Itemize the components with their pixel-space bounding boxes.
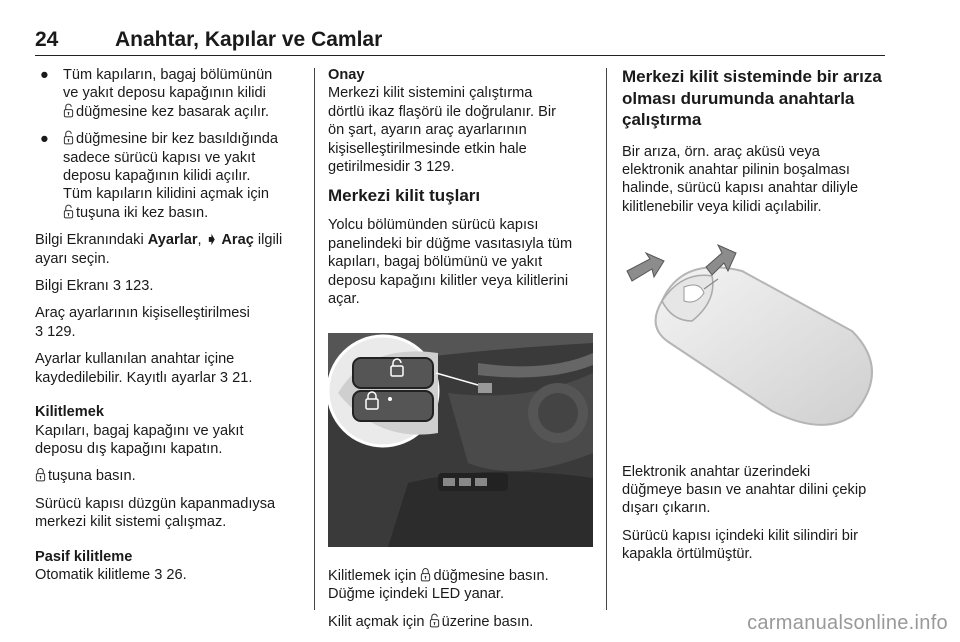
page-number: 24 xyxy=(35,28,59,51)
column-divider xyxy=(606,68,607,610)
key-illustration xyxy=(622,231,884,445)
column-2 xyxy=(328,66,593,640)
settings-paragraph: Bilgi Ekranındaki Ayarlar, ➧ Araç ilgili ayarı seçin. xyxy=(35,232,283,267)
column-3 xyxy=(622,66,890,573)
info-display-ref: Bilgi Ekranı 3 123. xyxy=(35,278,154,295)
section-heading: Kilitlemek xyxy=(35,404,104,421)
unlock-icon xyxy=(63,103,74,118)
page-header xyxy=(35,28,925,54)
bullet-item: ● Tüm kapıların, bagaj bölümünün ve yakıt deposu kapağının kilidi düğmesine kez basarak açılır. xyxy=(40,67,273,120)
unlock-icon xyxy=(63,130,74,145)
section-heading: Pasif kilitleme xyxy=(35,548,133,565)
unlock-icon xyxy=(63,204,74,219)
watermark: carmanualsonline.info xyxy=(747,612,948,634)
lock-press-instruction: tuşuna basın. xyxy=(35,467,303,485)
arrow-icon: ➧ xyxy=(205,232,218,249)
unlock-icon xyxy=(429,613,440,628)
door-panel-illustration xyxy=(328,333,593,547)
passive-lock-section: Pasif kilitleme Otomatik kilitleme 3 26. xyxy=(35,548,303,585)
column-divider xyxy=(314,68,315,610)
chapter-title: Anahtar, Kapılar ve Camlar xyxy=(115,28,383,51)
lock-icon xyxy=(35,467,46,482)
bullet-item: ● düğmesine bir kez basıldığında sadece sürücü kapısı ve yakıt deposu kapağının kilidi açılır. Tüm kapıların kilidini açmak için tuşuna iki kez basın. xyxy=(40,131,279,221)
section-heading: Merkezi kilit tuşları xyxy=(328,186,481,206)
unlock-instruction: Kilit açmak için üzerine basın. xyxy=(328,613,534,630)
confirmation-section: Onay Merkezi kilit sistemini çalıştırma dörtlü ikaz flaşörü ile doğrulanır. Bir ön şart, ayarın araç ayarlarının kişiselleştirilmesinde etkin hale getirilmesidir 3 129. xyxy=(328,66,593,176)
lock-section: Kilitlemek Kapıları, bagaj kapağını ve yakıt deposu dış kapağını kapatın. xyxy=(35,403,303,458)
lock-icon xyxy=(420,567,431,582)
lock-instruction: Kilitlemek için düğmesine basın. Düğme içindeki LED yanar. xyxy=(328,567,549,603)
key-instruction: Elektronik anahtar üzerindeki düğmeye basın ve anahtar dilini çekip dışarı çıkarın. xyxy=(622,463,867,517)
central-lock-buttons-text: Yolcu bölümünden sürücü kapısı panelindeki bir düğme vasıtasıyla tüm kapıları, bagaj bölümünü ve yakıt deposu kapağını kilitler veya kilitlerini açar. xyxy=(328,217,573,308)
personalization-ref: Araç ayarlarının kişiselleştirilmesi 3 129. xyxy=(35,305,250,340)
column-1 xyxy=(35,66,303,593)
section-heading: Merkezi kilit sisteminde bir arıza olması durumunda anahtarla çalıştırma xyxy=(622,67,882,129)
saved-settings-paragraph: Ayarlar kullanılan anahtar içine kaydedilebilir. Kayıtlı ayarlar 3 21. xyxy=(35,351,253,386)
header-rule xyxy=(35,55,885,56)
section-heading: Onay xyxy=(328,67,365,83)
door-warning: Sürücü kapısı düzgün kapanmadıysa merkezi kilit sistemi çalışmaz. xyxy=(35,495,276,531)
fault-description: Bir arıza, örn. araç aküsü veya elektronik anahtar pilinin boşalması halinde, sürücü kapısı anahtar diliyle kilitlenebilir veya kilidi açılabilir. xyxy=(622,143,859,215)
lock-cylinder-note: Sürücü kapısı içindeki kilit silindiri bir kapakla örtülmüştür. xyxy=(622,527,859,563)
